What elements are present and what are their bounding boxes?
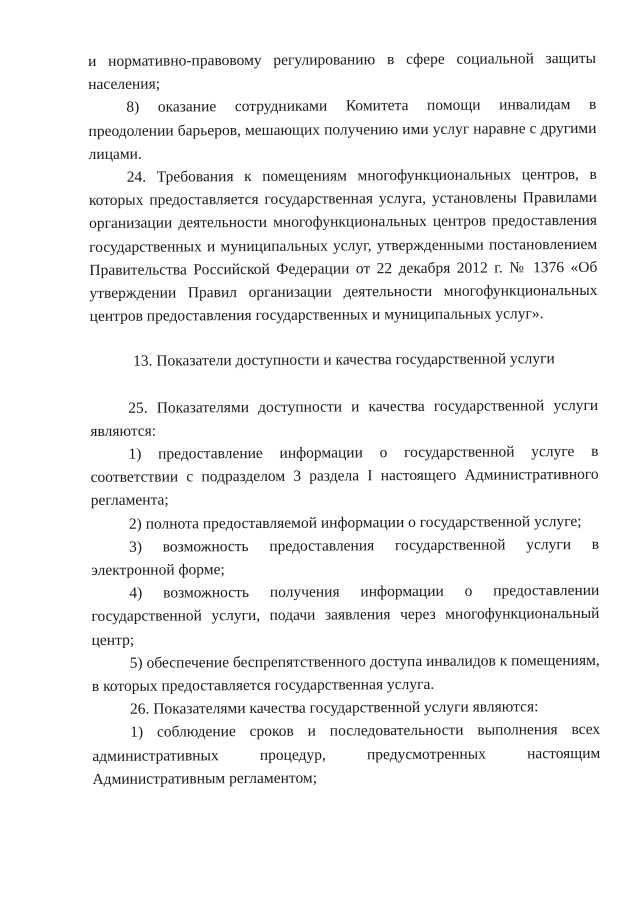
paragraph-24: 24. Требования к помещениям многофункциональных центров, в которых предоставляется государственная услуга, установлены Правилами организации деятельности многофункциональных центров предоставления государственных и муниципальных услуг, утвержденными постановлением Правительства Российской Федерации от 22 декабря 2012 г. № 1376 «Об утверждении Правил организации деятельности многофункциональных центров предоставления государственных и муниципальных услуг». [88,165,598,326]
list-item-26-1: 1) соблюдение сроков и последовательности выполнения всех административных процедур, предусмотренных настоящим Административным регламентом; [92,721,601,788]
paragraph-continuation: и нормативно-правовому регулированию в сфере социальной защиты населения; [88,49,597,94]
document-body [88,47,601,791]
list-item-25-5: 5) обеспечение беспрепятственного доступа инвалидов к помещениям, в которых предоставляется государственная услуга. [91,651,600,696]
paragraph-25: 25. Показателями доступности и качества государственной услуги являются: [90,396,599,440]
list-item-25-2: 2) полнота предоставляемой информации о государственной услуге; [128,512,582,533]
list-item-8: 8) оказание сотрудниками Комитета помощи инвалидам в преодолении барьеров, мешающих получению ими услуг наравне с другими лицами. [88,96,597,163]
list-item-25-1: 1) предоставление информации о государственной услуге в соответствии с подразделом 3 раздела I настоящего Административного регламента; [90,442,599,510]
paragraph-26: 26. Показателями качества государственной услуги являются: [129,698,539,719]
section-heading: 13. Показатели доступности и качества государственной услуги [132,350,555,371]
list-item-25-4: 4) возможность получения информации о предоставлении государственной услуги, подачи заявления через многофункциональный центр; [91,582,600,649]
list-item-25-3: 3) возможность предоставления государственной услуги в электронной форме; [91,535,600,580]
